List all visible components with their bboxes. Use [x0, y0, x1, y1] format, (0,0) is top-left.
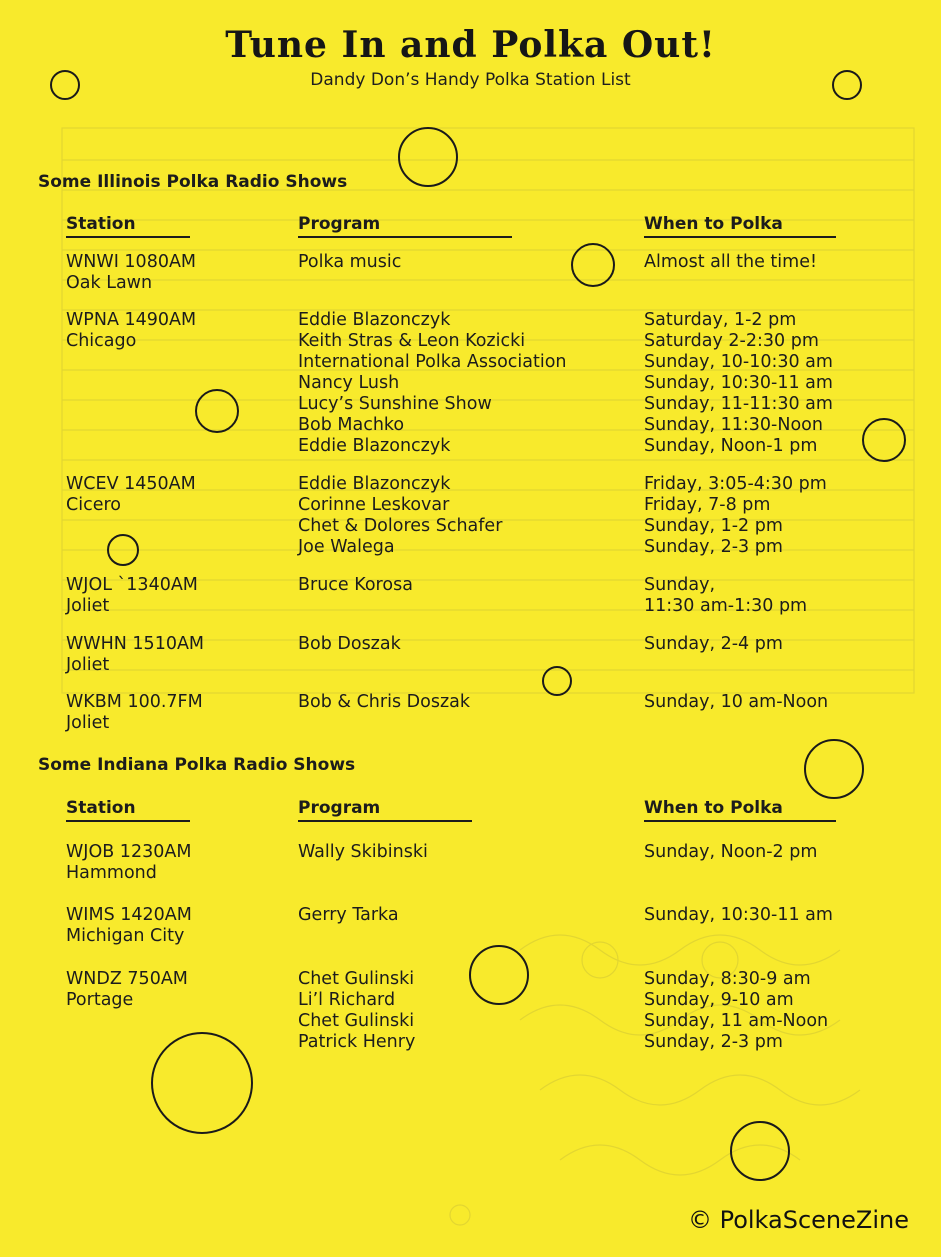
- station-call-sign: WJOB 1230AM: [66, 842, 192, 862]
- circle-mark: [196, 390, 238, 432]
- station-info: [66, 634, 204, 676]
- circle-mark: [805, 740, 863, 798]
- station-city: Joliet: [66, 655, 110, 675]
- air-time: 11:30 am-1:30 pm: [644, 596, 808, 616]
- station-call-sign: WPNA 1490AM: [66, 310, 197, 330]
- column-header-when: When to Polka: [644, 213, 836, 238]
- station-call-sign: WIMS 1420AM: [66, 905, 192, 925]
- station-city: Chicago: [66, 331, 137, 351]
- program-list: [298, 905, 399, 926]
- program-name: Corinne Leskovar: [298, 495, 450, 515]
- program-list: [298, 969, 415, 1053]
- air-time: Sunday, 10 am-Noon: [644, 692, 829, 712]
- program-name: Bruce Korosa: [298, 575, 413, 595]
- program-name: Bob Doszak: [298, 634, 401, 654]
- program-name: Bob Machko: [298, 415, 405, 435]
- station-call-sign: WJOL `1340AM: [66, 575, 198, 595]
- program-name: Chet & Dolores Schafer: [298, 516, 503, 536]
- circle-mark: [108, 535, 138, 565]
- station-city: Michigan City: [66, 926, 185, 946]
- station-call-sign: WCEV 1450AM: [66, 474, 196, 494]
- station-city: Hammond: [66, 863, 157, 883]
- air-time: Sunday, 10:30-11 am: [644, 905, 833, 925]
- station-info: [66, 905, 192, 947]
- station-city: Joliet: [66, 713, 110, 733]
- station-call-sign: WWHN 1510AM: [66, 634, 205, 654]
- time-list: [644, 575, 807, 617]
- station-info: [66, 692, 203, 734]
- program-name: Eddie Blazonczyk: [298, 310, 451, 330]
- copyright-notice: © PolkaSceneZine: [687, 1206, 909, 1234]
- time-list: [644, 634, 783, 655]
- station-city: Joliet: [66, 596, 110, 616]
- station-info: [66, 310, 196, 352]
- column-header-station: Station: [66, 213, 190, 238]
- time-list: [644, 842, 817, 863]
- program-name: Lucy’s Sunshine Show: [298, 394, 492, 414]
- air-time: Sunday, 2-4 pm: [644, 634, 783, 654]
- program-list: [298, 474, 502, 558]
- program-name: Gerry Tarka: [298, 905, 399, 925]
- program-name: International Polka Association: [298, 352, 567, 372]
- circle-mark: [543, 667, 571, 695]
- air-time: Sunday, 11:30-Noon: [644, 415, 823, 435]
- page-subtitle: Dandy Don’s Handy Polka Station List: [310, 70, 631, 90]
- program-name: Eddie Blazonczyk: [298, 474, 451, 494]
- time-list: [644, 252, 817, 273]
- program-name: Li’l Richard: [298, 990, 396, 1010]
- program-name: Wally Skibinski: [298, 842, 428, 862]
- station-info: [66, 842, 191, 884]
- station-info: [66, 575, 198, 617]
- circle-mark: [399, 128, 457, 186]
- station-info: [66, 252, 196, 294]
- air-time: Sunday,: [644, 575, 716, 595]
- program-name: Joe Walega: [298, 537, 395, 557]
- station-city: Oak Lawn: [66, 273, 153, 293]
- time-list: [644, 692, 828, 713]
- program-name: Keith Stras & Leon Kozicki: [298, 331, 526, 351]
- air-time: Sunday, 8:30-9 am: [644, 969, 811, 989]
- column-header-when: When to Polka: [644, 797, 836, 822]
- air-time: Sunday, 2-3 pm: [644, 537, 783, 557]
- station-info: [66, 474, 196, 516]
- program-list: [298, 634, 401, 655]
- circle-mark: [572, 244, 614, 286]
- section-title-illinois: Some Illinois Polka Radio Shows: [38, 172, 348, 192]
- program-name: Nancy Lush: [298, 373, 400, 393]
- station-city: Portage: [66, 990, 134, 1010]
- air-time: Sunday, 1-2 pm: [644, 516, 783, 536]
- air-time: Saturday 2-2:30 pm: [644, 331, 819, 351]
- column-header-station: Station: [66, 797, 190, 822]
- air-time: Almost all the time!: [644, 252, 817, 272]
- program-list: [298, 575, 413, 596]
- air-time: Sunday, 10:30-11 am: [644, 373, 833, 393]
- program-list: [298, 252, 401, 273]
- station-city: Cicero: [66, 495, 121, 515]
- air-time: Sunday, 10-10:30 am: [644, 352, 833, 372]
- program-name: Eddie Blazonczyk: [298, 436, 451, 456]
- program-list: [298, 310, 567, 457]
- program-list: [298, 842, 428, 863]
- air-time: Sunday, 9-10 am: [644, 990, 794, 1010]
- program-list: [298, 692, 470, 713]
- station-call-sign: WKBM 100.7FM: [66, 692, 203, 712]
- circle-mark: [470, 946, 528, 1004]
- time-list: [644, 310, 833, 457]
- air-time: Sunday, Noon-2 pm: [644, 842, 818, 862]
- time-list: [644, 905, 833, 926]
- station-call-sign: WNDZ 750AM: [66, 969, 188, 989]
- time-list: [644, 474, 827, 558]
- air-time: Saturday, 1-2 pm: [644, 310, 797, 330]
- column-header-program: Program: [298, 213, 512, 238]
- circle-mark: [863, 419, 905, 461]
- station-info: [66, 969, 188, 1011]
- air-time: Friday, 7-8 pm: [644, 495, 771, 515]
- section-title-indiana: Some Indiana Polka Radio Shows: [38, 755, 356, 775]
- air-time: Sunday, Noon-1 pm: [644, 436, 818, 456]
- circle-mark: [152, 1033, 252, 1133]
- program-name: Patrick Henry: [298, 1032, 416, 1052]
- time-list: [644, 969, 828, 1053]
- program-name: Polka music: [298, 252, 402, 272]
- program-name: Chet Gulinski: [298, 1011, 415, 1031]
- column-header-program: Program: [298, 797, 472, 822]
- page-title: Tune In and Polka Out!: [225, 24, 716, 66]
- circle-mark: [731, 1122, 789, 1180]
- station-call-sign: WNWI 1080AM: [66, 252, 197, 272]
- program-name: Bob & Chris Doszak: [298, 692, 470, 712]
- air-time: Friday, 3:05-4:30 pm: [644, 474, 827, 494]
- program-name: Chet Gulinski: [298, 969, 415, 989]
- air-time: Sunday, 11-11:30 am: [644, 394, 833, 414]
- air-time: Sunday, 2-3 pm: [644, 1032, 783, 1052]
- air-time: Sunday, 11 am-Noon: [644, 1011, 829, 1031]
